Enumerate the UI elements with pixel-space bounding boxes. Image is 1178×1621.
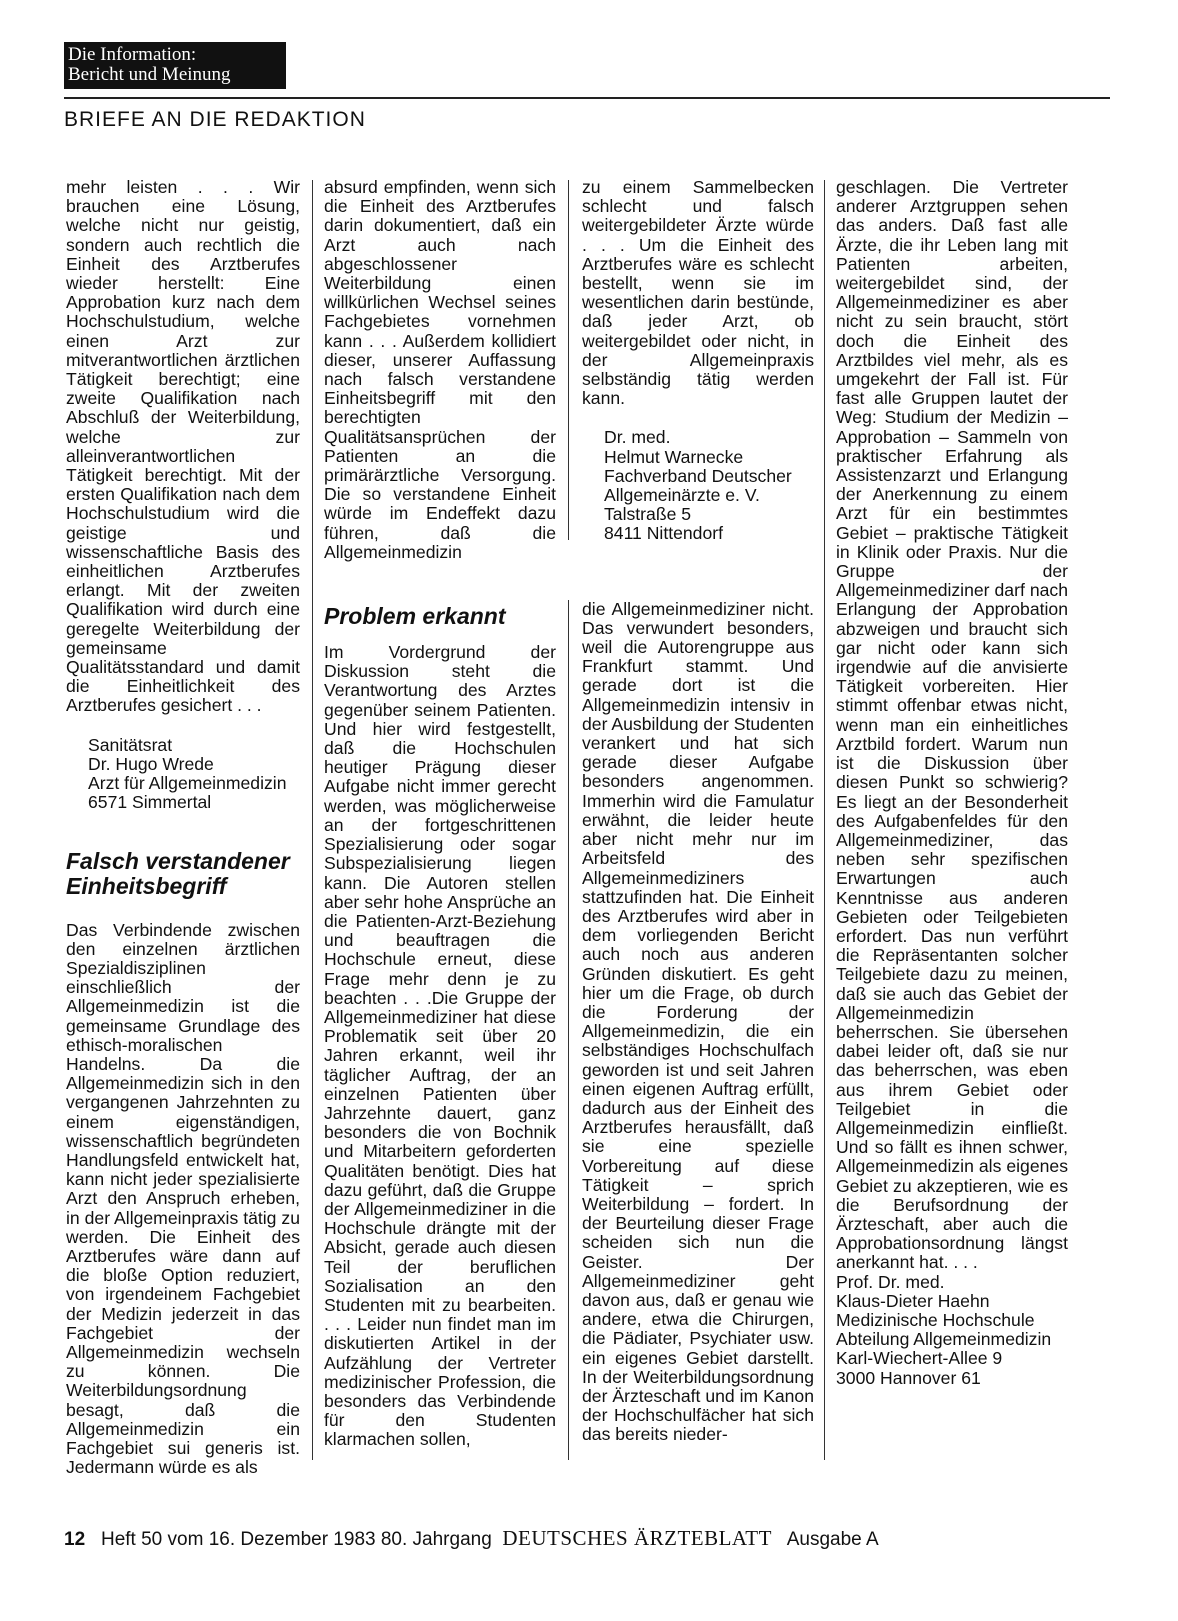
signature-line: Helmut Warnecke bbox=[604, 446, 744, 467]
header-rule bbox=[64, 97, 1110, 99]
signature-line: Medizinische Hochschule bbox=[836, 1309, 1035, 1330]
magazine-name: DEUTSCHES ÄRZTEBLATT bbox=[502, 1526, 772, 1550]
signature-line: Dr. Hugo Wrede bbox=[88, 753, 214, 774]
letter-haehn-text: Im Vordergrund der Diskussion steht die Verantwortung des Arztes gegenüber seinem Patienten. Und hier wird festgestellt, daß die Hochschulen heutiger Prägung dieser Aufgabe nicht immer gerecht werden, was möglicherweise an der fortgeschrittenen Spezialisierung oder sogar Subspezialisierung liegen kann. Die Autoren stellen aber sehr hohe Ansprüche an die Patienten-Arzt-Beziehung und beauftragen die Hochschule erneut, diese Frage mehr denn je zu beachten . . .Die Gruppe der Allgemeinmediziner hat diese Problematik seit über 20 Jahren erkannt, weil ihr täglicher Auftrag, der an einzelnen Patienten über Jahrzehnte dauert, ganz besonders die von Bochnik und Mitarbeitern geforderten Qualitäten benötigt. Dies hat dazu geführt, daß die Gruppe der Allgemeinmediziner in die Hochschule drängte mit der Absicht, gerade auch diesen Teil der beruflichen Sozialisation an den Studenten mit zu bearbeiten. . . . Leider nun findet man im diskutierten Artikel in der Aufzählung der Vertreter medizinischer Profession, die besonders das Verbindende für den Studenten klarmachen sollen, bbox=[324, 642, 556, 1450]
signature-line: Klaus-Dieter Haehn bbox=[836, 1290, 990, 1311]
signature-line: Karl-Wiechert-Allee 9 bbox=[836, 1348, 1003, 1369]
section-tag-line2: Bericht und Meinung bbox=[68, 64, 231, 85]
signature-line: Allgemeinärzte e. V. bbox=[604, 485, 760, 506]
signature-line: 6571 Simmertal bbox=[88, 792, 212, 813]
signature-line: Talstraße 5 bbox=[604, 504, 692, 525]
signature-line: Sanitätsrat bbox=[88, 734, 173, 755]
issue-info: Heft 50 vom 16. Dezember 1983 80. Jahrgang bbox=[100, 1529, 492, 1550]
column-divider bbox=[824, 180, 825, 1460]
column-divider bbox=[568, 180, 569, 540]
letter-haehn-text-end: geschlagen. Die Vertreter anderer Arztgruppen sehen das anders. Daß fast alle Ärzte, die ihr Leben lang mit Patienten arbeiten, weitergebildet sind, der Allgemeinmediziner es aber nicht zu sein braucht, stört doch die Einheit des Arztbildes viel mehr, als es umgekehrt der Fall ist. Für fast alle Gruppen lautet der Weg: Studium der Medizin – Approbation – Sammeln von praktischer Erfahrung als Assistenzarzt und Erlangung der Anerkennung zu einem Arzt für ein bestimmtes Gebiet – praktische Tätigkeit in Klinik oder Praxis. Nur die Gruppe der Allgemeinmediziner darf nach Erlangung der Approbation abzweigen und braucht sich gar nicht oder kann sich irgendwie auf die anvisierte Tätigkeit vorbereiten. Hier stimmt offenbar etwas nicht, wenn man ein einheitliches Arztbild fordert. Warum nun ist die Diskussion über diesen Punkt so schwierig? Es liegt an der Besonderheit des Aufgabenfeldes für den Allgemeinmediziner, das neben sehr spezifischen Erwartungen auch Kenntnisse aus anderen Gebieten oder Teilgebieten erfordert. Das nun verführt die Repräsentanten solcher Teilgebiete dazu zu meinen, daß sie auch das Gebiet der Allgemeinmedizin beherrschen. Sie übersehen dabei leider oft, daß sie nur das beherrschen, was eben aus ihrem Gebiet oder Teilgebiet in die Allgemeinmedizin einfließt. Und so fällt es ihnen schwer, Allgemeinmedizin als eigenes Gebiet zu akzeptieren, wie es die Berufsordnung der Ärzteschaft, aber auch die Approbationsordnung längst anerkannt hat. . . . bbox=[836, 177, 1068, 1273]
signature-line: 8411 Nittendorf bbox=[604, 523, 723, 544]
letter-haehn-text-cont: die Allgemeinmediziner nicht. Das verwundert besonders, weil die Autorengruppe aus Frankfurt stammt. Und gerade dort ist die Allgemeinmedizin intensiv in der Ausbildung der Studenten verankert und hat sich gerade dieser Aufgabe besonders angenommen. Immerhin wird die Famulatur erwähnt, die leider heute aber nicht mehr nur im Arbeitsfeld des Allgemeinmediziners stattzufinden hat. Die Einheit des Arztberufes wird aber in dem vorliegenden Bericht auch noch aus anderen Gründen diskutiert. Es geht hier um die Frage, ob durch die Forderung der Allgemeinmedizin, die ein selbständiges Hochschulfach geworden ist und seit Jahren einen eigenen Auftrag erfüllt, dadurch aus der Einheit des Arztberufes herausfällt, daß sie eine spezielle Vorbereitung auf diese Tätigkeit – sprich Weiterbildung – fordert. In der Beurteilung dieser Frage scheiden sich nun die Geister. Der Allgemeinmediziner geht davon aus, daß er genau wie andere, etwa die Chirurgen, die Pädiater, Psychiater usw. ein eigenes Gebiet darstellt. In der Weiterbildungsordnung der Ärzteschaft und im Kanon der Hochschulfächer hat sich das bereits nieder- bbox=[582, 598, 814, 1445]
signature-line: Fachverband Deutscher bbox=[604, 465, 792, 486]
edition: Ausgabe A bbox=[786, 1529, 879, 1550]
column-divider bbox=[568, 600, 569, 1460]
letter-warnecke-text-end: zu einem Sammelbecken schlecht und falsch weitergebildeter Ärzte würde . . . Um die Einheit des Arztberufes wäre es schlecht bestellt, wenn sie im wesentlichen darin bestünde, daß jeder Arzt, ob weitergebildet oder nicht, in der Allgemeinpraxis selbständig tätig werden kann. bbox=[582, 177, 814, 409]
column-divider bbox=[312, 180, 313, 1460]
letter-heading: Problem erkannt bbox=[324, 603, 506, 630]
signature-line: Arzt für Allgemeinmedizin bbox=[88, 773, 287, 794]
signature-line: 3000 Hannover 61 bbox=[836, 1367, 981, 1388]
letter-warnecke-text-cont: absurd empfinden, wenn sich die Einheit des Arztberufes darin dokumentiert, daß ein Arzt auch nach abgeschlossener Weiterbildung einen willkürlichen Wechsel seines Fachgebietes vornehmen kann . . . Außerdem kollidiert dieser, unserer Auffassung nach falsch verstandene Einheitsbegriff mit den berechtigten Qualitätsansprüchen der Patienten an die primärärztliche Versorgung. Die so verstandene Einheit würde im Endeffekt dazu führen, daß die Allgemeinmedizin bbox=[324, 177, 556, 562]
column-2 bbox=[324, 178, 556, 1450]
page-number: 12 bbox=[64, 1529, 86, 1550]
signature-line: Prof. Dr. med. bbox=[836, 1271, 945, 1292]
column-3 bbox=[582, 178, 814, 1445]
letter-wrede-text: mehr leisten . . . Wir brauchen eine Lösung, welche nicht nur geistig, sondern auch rechtlich die Einheit des Arztberufes wieder herstellt: Eine Approbation kurz nach dem Hochschulstudium, welche einen Arzt zur mitverantwortlichen ärztlichen Tätigkeit berechtigt; eine zweite Qualifikation nach Abschluß der Weiterbildung, welche zur alleinverantwortlichen Tätigkeit berechtigt. Mit der ersten Qualifikation nach dem Hochschulstudium wird die geistige und wissenschaftliche Basis des einheitlichen Arztberufes erlangt. Mit der zweiten Qualifikation wird durch eine geregelte Weiterbildung der gemeinsame Qualitätsstandard und damit die Einheitlichkeit des Arztberufes gesichert . . . bbox=[66, 177, 300, 716]
column-1 bbox=[66, 178, 300, 1477]
column-4 bbox=[836, 178, 1068, 1388]
section-tag bbox=[64, 42, 286, 89]
signature-line: Abteilung Allgemeinmedizin bbox=[836, 1329, 1052, 1350]
section-title: BRIEFE AN DIE REDAKTION bbox=[64, 108, 366, 131]
page-footer bbox=[64, 1526, 879, 1551]
section-tag-line1: Die Information: bbox=[68, 44, 197, 65]
letter-warnecke-text: Das Verbindende zwischen den einzelnen ärztlichen Spezialdisziplinen einschließlich der Allgemeinmedizin ist die gemeinsame Grundlage des ethisch-moralischen Handelns. Da die Allgemeinmedizin sich in den vergangenen Jahrzehnten zu einem eigenständigen, wissenschaftlich begründeten Handlungsfeld entwickelt hat, kann nicht jeder spezialisierte Arzt den Anspruch erheben, in der Allgemeinpraxis tätig zu werden. Die Einheit des Arztberufes wäre dann auf die bloße Option reduziert, von irgendeinem Fachgebiet der Medizin jederzeit in das Fachgebiet der Allgemeinmedizin wechseln zu können. Die Weiterbildungsordnung besagt, daß die Allgemeinmedizin ein Fachgebiet sui generis ist. Jedermann würde es als bbox=[66, 919, 300, 1478]
letter-heading: Falsch verstandener Einheitsbegriff bbox=[66, 847, 290, 899]
signature-line: Dr. med. bbox=[604, 427, 671, 448]
